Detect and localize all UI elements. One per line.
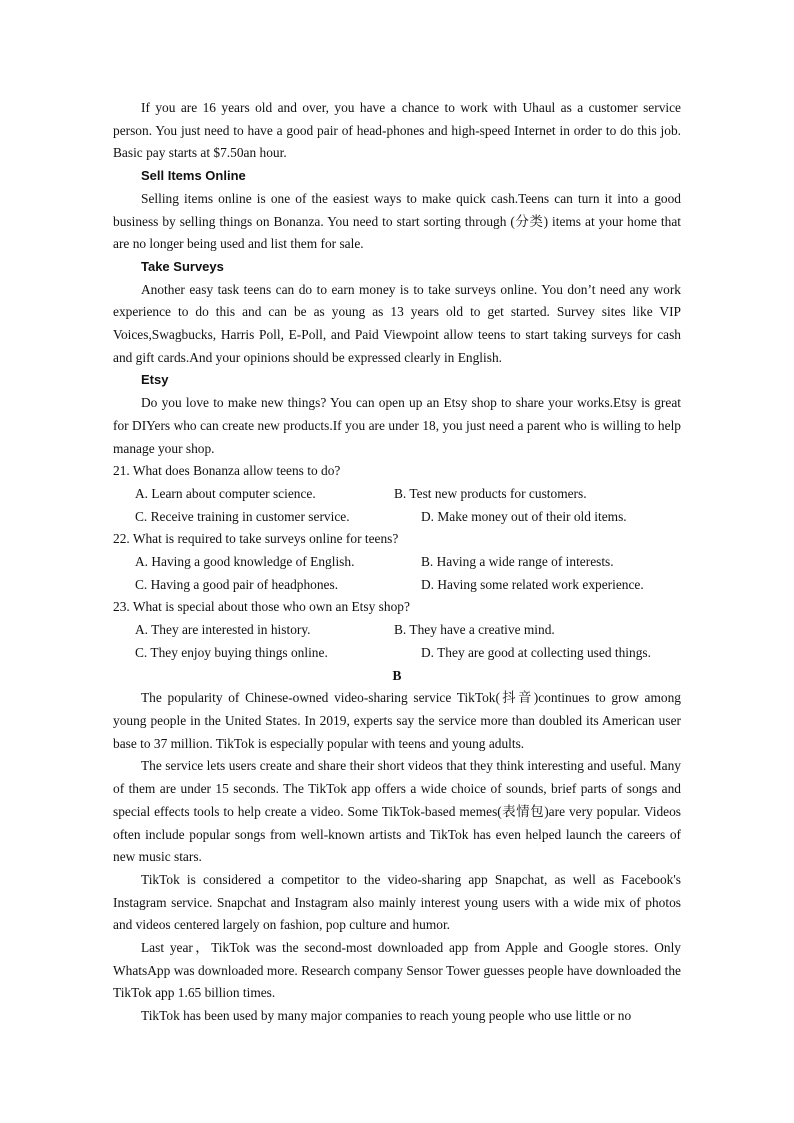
option-c: C. They enjoy buying things online.	[135, 644, 328, 660]
heading-take-surveys: Take Surveys	[141, 258, 224, 274]
question-23	[113, 596, 681, 664]
question-stem: 23. What is special about those who own an Etsy shop?	[113, 599, 410, 615]
option-d: D. They are good at collecting used things.	[421, 644, 651, 660]
option-c: C. Receive training in customer service.	[135, 508, 350, 524]
question-22	[113, 528, 681, 596]
question-stem: 22. What is required to take surveys online for teens?	[113, 531, 399, 547]
option-a: A. They are interested in history.	[135, 622, 311, 638]
option-b: B. They have a creative mind.	[394, 622, 555, 638]
heading-etsy: Etsy	[141, 372, 169, 388]
document-page	[113, 97, 681, 1028]
paragraph-tiktok-service: The service lets users create and share their short videos that they think interesting and useful. Many of them are under 15 seconds. The TikTok app offers a wide choice of sounds, brief parts of songs and special effects tools to help create a video. Some TikTok-based memes(表情包)are very popular. Videos often include popular songs from well-known artists and TikTok has even helped launch the careers of new music stars.	[113, 758, 681, 865]
option-c: C. Having a good pair of headphones.	[135, 576, 339, 592]
paragraph-tiktok-companies: TikTok has been used by many major companies to reach young people who use little or no	[141, 1008, 632, 1024]
paragraph-tiktok-popularity: The popularity of Chinese-owned video-sharing service TikTok(抖音)continues to grow among young people in the United States. In 2019, experts say the service more than doubled its American user base to 37 million. TikTok is especially popular with teens and young adults.	[113, 690, 681, 751]
option-b: B. Having a wide range of interests.	[421, 554, 614, 570]
heading-sell-items-online: Sell Items Online	[141, 168, 246, 184]
option-b: B. Test new products for customers.	[394, 485, 587, 501]
question-stem: 21. What does Bonanza allow teens to do?	[113, 463, 341, 479]
paragraph-take-surveys: Another easy task teens can do to earn money is to take surveys online. You don’t need any work experience to do this and can be as young as 13 years old to get started. Survey sites like VIP Voices,Swagbucks, Harris Poll, E-Poll, and Paid Viewpoint allow teens to start taking surveys for cash and gift cards.And your opinions should be expressed clearly in English.	[113, 281, 681, 365]
section-heading-b: B	[392, 667, 402, 683]
paragraph-tiktok-competitors: TikTok is considered a competitor to the video-sharing app Snapchat, as well as Facebook's Instagram service. Snapchat and Instagram also mainly interest young users with a wide mix of photos and videos centered largely on fashion, pop culture and humor.	[113, 871, 681, 933]
question-21	[113, 460, 681, 528]
paragraph-sell-items: Selling items online is one of the easiest ways to make quick cash.Teens can turn it into a good business by selling things on Bonanza. You need to start sorting through (分类) items at your home that are no longer being used and list them for sale.	[113, 190, 681, 252]
option-a: A. Having a good knowledge of English.	[135, 554, 355, 570]
option-d: D. Having some related work experience.	[421, 576, 644, 592]
paragraph-tiktok-downloads: Last year，TikTok was the second-most downloaded app from Apple and Google stores. Only WhatsApp was downloaded more. Research company Sensor Tower guesses people have downloaded the TikTok app 1.65 billion times.	[113, 940, 681, 1001]
option-a: A. Learn about computer science.	[135, 485, 316, 501]
option-d: D. Make money out of their old items.	[421, 508, 627, 524]
paragraph-etsy: Do you love to make new things? You can open up an Etsy shop to share your works.Etsy is great for DIYers who can create new products.If you are under 18, you just need a parent who is willing to help manage your shop.	[113, 395, 681, 456]
paragraph-uhaul: If you are 16 years old and over, you have a chance to work with Uhaul as a customer service person. You just need to have a good pair of head-phones and high-speed Internet in order to do this job. Basic pay starts at $7.50an hour.	[113, 100, 681, 161]
